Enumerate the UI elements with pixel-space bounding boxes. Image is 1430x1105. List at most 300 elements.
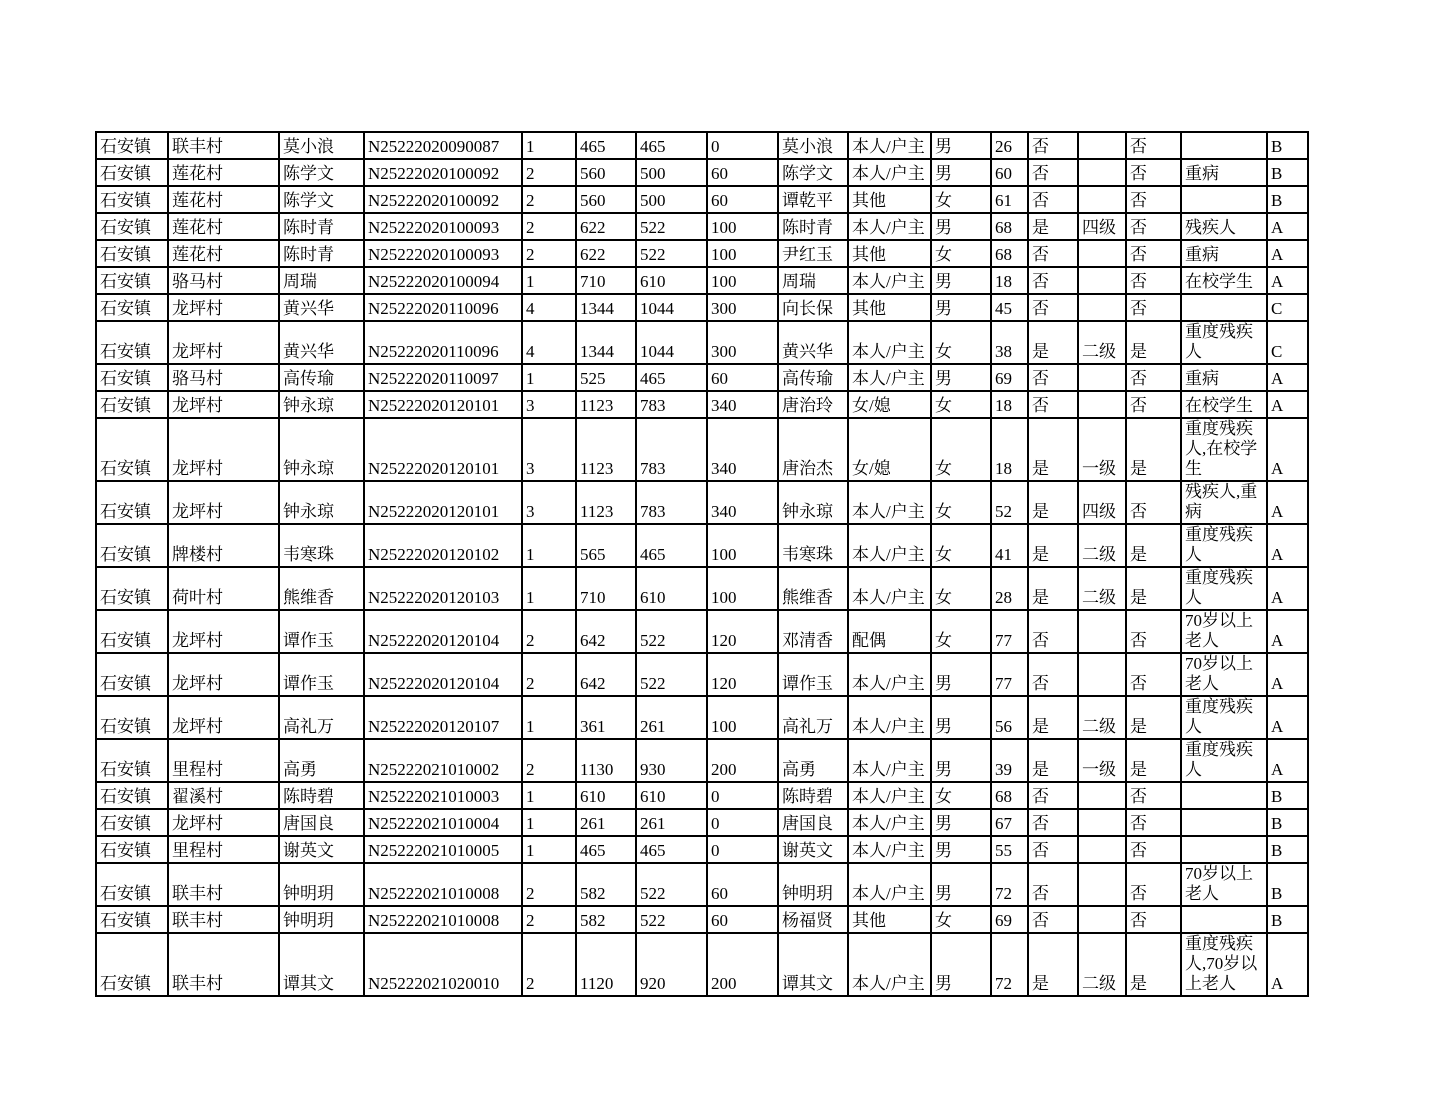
cell-notes: 残疾人,重病	[1181, 481, 1267, 524]
cell-severe-flag: 否	[1126, 294, 1181, 321]
cell-member-name: 高勇	[778, 739, 848, 782]
cell-amount-total: 1123	[576, 481, 636, 524]
cell-amount-extra: 0	[707, 836, 778, 863]
cell-amount-base: 783	[636, 418, 707, 481]
table-row	[96, 933, 1308, 996]
cell-record-id: N25222021010005	[364, 836, 522, 863]
cell-village: 莲花村	[168, 186, 279, 213]
cell-town: 石安镇	[96, 132, 168, 159]
cell-town: 石安镇	[96, 213, 168, 240]
table-row	[96, 418, 1308, 481]
cell-grade: C	[1267, 294, 1308, 321]
cell-grade: A	[1267, 933, 1308, 996]
cell-age: 69	[991, 364, 1028, 391]
cell-disability-level	[1078, 159, 1126, 186]
table-row	[96, 391, 1308, 418]
cell-relation: 本人/户主	[848, 159, 931, 186]
cell-household-head: 陈学文	[279, 186, 364, 213]
table-row	[96, 524, 1308, 567]
cell-grade: A	[1267, 524, 1308, 567]
cell-amount-extra: 120	[707, 653, 778, 696]
cell-age: 68	[991, 213, 1028, 240]
cell-grade: B	[1267, 906, 1308, 933]
cell-household-head: 钟明玥	[279, 863, 364, 906]
cell-disability-level: 四级	[1078, 481, 1126, 524]
table-row	[96, 696, 1308, 739]
cell-relation: 本人/户主	[848, 567, 931, 610]
cell-town: 石安镇	[96, 739, 168, 782]
cell-record-id: N25222020120107	[364, 696, 522, 739]
cell-amount-total: 1130	[576, 739, 636, 782]
cell-disabled-flag: 否	[1028, 610, 1078, 653]
cell-relation: 女/媳	[848, 418, 931, 481]
cell-village: 龙坪村	[168, 418, 279, 481]
cell-age: 68	[991, 782, 1028, 809]
cell-disability-level: 四级	[1078, 213, 1126, 240]
cell-notes: 残疾人	[1181, 213, 1267, 240]
table-row	[96, 610, 1308, 653]
cell-disability-level	[1078, 267, 1126, 294]
cell-household-head: 韦寒珠	[279, 524, 364, 567]
cell-amount-total: 1120	[576, 933, 636, 996]
cell-amount-extra: 60	[707, 159, 778, 186]
cell-disabled-flag: 是	[1028, 696, 1078, 739]
cell-relation: 其他	[848, 240, 931, 267]
cell-record-id: N25222020120101	[364, 481, 522, 524]
cell-town: 石安镇	[96, 933, 168, 996]
cell-amount-extra: 100	[707, 524, 778, 567]
cell-household-head: 陈時碧	[279, 782, 364, 809]
cell-village: 龙坪村	[168, 391, 279, 418]
cell-amount-base: 522	[636, 863, 707, 906]
cell-relation: 本人/户主	[848, 267, 931, 294]
cell-member-count: 2	[522, 933, 576, 996]
cell-member-name: 陈時碧	[778, 782, 848, 809]
cell-amount-extra: 100	[707, 213, 778, 240]
cell-disabled-flag: 否	[1028, 240, 1078, 267]
cell-member-name: 高礼万	[778, 696, 848, 739]
cell-amount-total: 525	[576, 364, 636, 391]
cell-notes	[1181, 809, 1267, 836]
cell-age: 28	[991, 567, 1028, 610]
cell-relation: 本人/户主	[848, 863, 931, 906]
cell-age: 60	[991, 159, 1028, 186]
cell-member-count: 2	[522, 240, 576, 267]
cell-gender: 女	[931, 610, 991, 653]
cell-amount-base: 610	[636, 567, 707, 610]
cell-town: 石安镇	[96, 809, 168, 836]
cell-grade: B	[1267, 782, 1308, 809]
cell-household-head: 熊维香	[279, 567, 364, 610]
cell-amount-extra: 0	[707, 782, 778, 809]
cell-severe-flag: 是	[1126, 739, 1181, 782]
cell-relation: 本人/户主	[848, 836, 931, 863]
cell-disability-level	[1078, 809, 1126, 836]
cell-notes: 重度残疾人	[1181, 739, 1267, 782]
cell-relation: 本人/户主	[848, 739, 931, 782]
cell-amount-base: 610	[636, 782, 707, 809]
cell-notes: 重病	[1181, 364, 1267, 391]
cell-severe-flag: 否	[1126, 863, 1181, 906]
cell-record-id: N25222020100094	[364, 267, 522, 294]
cell-household-head: 黄兴华	[279, 321, 364, 364]
cell-member-name: 杨福贤	[778, 906, 848, 933]
cell-gender: 男	[931, 364, 991, 391]
cell-relation: 本人/户主	[848, 524, 931, 567]
cell-member-name: 钟永琼	[778, 481, 848, 524]
cell-disabled-flag: 否	[1028, 836, 1078, 863]
cell-member-name: 陈时青	[778, 213, 848, 240]
table-row	[96, 739, 1308, 782]
cell-member-name: 钟明玥	[778, 863, 848, 906]
cell-severe-flag: 否	[1126, 364, 1181, 391]
cell-severe-flag: 否	[1126, 653, 1181, 696]
cell-relation: 女/媳	[848, 391, 931, 418]
cell-town: 石安镇	[96, 364, 168, 391]
cell-notes: 重度残疾人,在校学生	[1181, 418, 1267, 481]
cell-notes: 在校学生	[1181, 391, 1267, 418]
cell-gender: 男	[931, 653, 991, 696]
cell-town: 石安镇	[96, 524, 168, 567]
cell-notes: 70岁以上老人	[1181, 610, 1267, 653]
cell-member-count: 3	[522, 481, 576, 524]
cell-notes: 70岁以上老人	[1181, 863, 1267, 906]
cell-record-id: N25222020120104	[364, 610, 522, 653]
table-row	[96, 159, 1308, 186]
cell-member-name: 唐国良	[778, 809, 848, 836]
cell-age: 52	[991, 481, 1028, 524]
cell-age: 72	[991, 933, 1028, 996]
cell-disabled-flag: 否	[1028, 906, 1078, 933]
table-body	[96, 132, 1308, 996]
cell-village: 联丰村	[168, 906, 279, 933]
cell-gender: 男	[931, 159, 991, 186]
cell-household-head: 高礼万	[279, 696, 364, 739]
cell-relation: 本人/户主	[848, 653, 931, 696]
cell-member-name: 熊维香	[778, 567, 848, 610]
cell-gender: 男	[931, 836, 991, 863]
cell-town: 石安镇	[96, 836, 168, 863]
cell-gender: 男	[931, 294, 991, 321]
cell-household-head: 钟永琼	[279, 418, 364, 481]
cell-notes	[1181, 132, 1267, 159]
cell-disability-level: 二级	[1078, 696, 1126, 739]
cell-grade: B	[1267, 809, 1308, 836]
cell-household-head: 谭其文	[279, 933, 364, 996]
cell-amount-total: 582	[576, 906, 636, 933]
cell-disability-level	[1078, 610, 1126, 653]
cell-disabled-flag: 是	[1028, 933, 1078, 996]
cell-town: 石安镇	[96, 481, 168, 524]
cell-disability-level: 二级	[1078, 321, 1126, 364]
cell-amount-total: 610	[576, 782, 636, 809]
cell-member-count: 2	[522, 863, 576, 906]
cell-member-name: 谭作玉	[778, 653, 848, 696]
cell-amount-base: 500	[636, 159, 707, 186]
cell-age: 41	[991, 524, 1028, 567]
cell-member-name: 谢英文	[778, 836, 848, 863]
cell-town: 石安镇	[96, 240, 168, 267]
cell-town: 石安镇	[96, 418, 168, 481]
cell-severe-flag: 是	[1126, 321, 1181, 364]
cell-grade: A	[1267, 567, 1308, 610]
cell-village: 里程村	[168, 739, 279, 782]
cell-record-id: N25222020110096	[364, 321, 522, 364]
cell-amount-base: 465	[636, 836, 707, 863]
cell-member-name: 谭其文	[778, 933, 848, 996]
cell-disabled-flag: 是	[1028, 321, 1078, 364]
cell-town: 石安镇	[96, 391, 168, 418]
cell-member-count: 2	[522, 159, 576, 186]
cell-grade: A	[1267, 739, 1308, 782]
cell-grade: B	[1267, 186, 1308, 213]
cell-household-head: 高勇	[279, 739, 364, 782]
cell-town: 石安镇	[96, 653, 168, 696]
cell-village: 龙坪村	[168, 481, 279, 524]
cell-severe-flag: 是	[1126, 524, 1181, 567]
cell-disability-level	[1078, 186, 1126, 213]
table-row	[96, 836, 1308, 863]
table-row	[96, 653, 1308, 696]
cell-amount-extra: 0	[707, 132, 778, 159]
cell-amount-base: 465	[636, 364, 707, 391]
cell-village: 莲花村	[168, 240, 279, 267]
table-row	[96, 267, 1308, 294]
cell-amount-total: 565	[576, 524, 636, 567]
cell-record-id: N25222021010008	[364, 906, 522, 933]
cell-severe-flag: 否	[1126, 836, 1181, 863]
table-row	[96, 186, 1308, 213]
cell-village: 莲花村	[168, 213, 279, 240]
cell-amount-base: 1044	[636, 321, 707, 364]
cell-severe-flag: 是	[1126, 696, 1181, 739]
cell-record-id: N25222021010002	[364, 739, 522, 782]
cell-household-head: 莫小浪	[279, 132, 364, 159]
cell-severe-flag: 是	[1126, 567, 1181, 610]
cell-member-count: 1	[522, 567, 576, 610]
cell-notes: 重度残疾人	[1181, 524, 1267, 567]
cell-age: 18	[991, 391, 1028, 418]
cell-member-count: 1	[522, 782, 576, 809]
cell-member-count: 1	[522, 132, 576, 159]
cell-age: 69	[991, 906, 1028, 933]
cell-age: 77	[991, 653, 1028, 696]
cell-disability-level	[1078, 240, 1126, 267]
cell-disabled-flag: 否	[1028, 294, 1078, 321]
cell-age: 39	[991, 739, 1028, 782]
table-row	[96, 567, 1308, 610]
cell-notes: 重病	[1181, 159, 1267, 186]
cell-relation: 配偶	[848, 610, 931, 653]
cell-member-name: 黄兴华	[778, 321, 848, 364]
cell-grade: A	[1267, 213, 1308, 240]
cell-gender: 女	[931, 186, 991, 213]
cell-notes: 70岁以上老人	[1181, 653, 1267, 696]
cell-household-head: 谭作玉	[279, 653, 364, 696]
cell-disabled-flag: 否	[1028, 809, 1078, 836]
cell-amount-extra: 60	[707, 863, 778, 906]
cell-grade: B	[1267, 132, 1308, 159]
cell-disabled-flag: 否	[1028, 863, 1078, 906]
table-row	[96, 906, 1308, 933]
cell-relation: 本人/户主	[848, 481, 931, 524]
cell-amount-total: 582	[576, 863, 636, 906]
table-row	[96, 132, 1308, 159]
cell-grade: B	[1267, 863, 1308, 906]
cell-amount-total: 622	[576, 240, 636, 267]
cell-gender: 男	[931, 132, 991, 159]
cell-grade: A	[1267, 481, 1308, 524]
cell-disability-level	[1078, 863, 1126, 906]
cell-severe-flag: 否	[1126, 391, 1181, 418]
cell-grade: A	[1267, 364, 1308, 391]
cell-record-id: N25222020100093	[364, 240, 522, 267]
cell-gender: 男	[931, 267, 991, 294]
cell-village: 骆马村	[168, 267, 279, 294]
cell-grade: A	[1267, 610, 1308, 653]
cell-member-count: 1	[522, 267, 576, 294]
cell-age: 68	[991, 240, 1028, 267]
cell-disability-level: 二级	[1078, 933, 1126, 996]
cell-amount-total: 1123	[576, 391, 636, 418]
cell-amount-total: 361	[576, 696, 636, 739]
cell-household-head: 高传瑜	[279, 364, 364, 391]
cell-notes	[1181, 294, 1267, 321]
cell-disabled-flag: 否	[1028, 132, 1078, 159]
table-row	[96, 782, 1308, 809]
cell-disabled-flag: 是	[1028, 418, 1078, 481]
cell-member-count: 1	[522, 836, 576, 863]
cell-member-count: 3	[522, 391, 576, 418]
cell-relation: 本人/户主	[848, 364, 931, 391]
cell-amount-base: 783	[636, 391, 707, 418]
cell-town: 石安镇	[96, 267, 168, 294]
cell-amount-base: 465	[636, 132, 707, 159]
cell-member-name: 周瑞	[778, 267, 848, 294]
cell-notes: 重病	[1181, 240, 1267, 267]
cell-village: 翟溪村	[168, 782, 279, 809]
cell-village: 龙坪村	[168, 653, 279, 696]
cell-severe-flag: 否	[1126, 481, 1181, 524]
cell-severe-flag: 否	[1126, 240, 1181, 267]
cell-amount-base: 522	[636, 240, 707, 267]
cell-disabled-flag: 是	[1028, 524, 1078, 567]
cell-town: 石安镇	[96, 294, 168, 321]
cell-amount-base: 261	[636, 696, 707, 739]
cell-severe-flag: 否	[1126, 782, 1181, 809]
cell-disabled-flag: 是	[1028, 567, 1078, 610]
cell-member-name: 邓清香	[778, 610, 848, 653]
cell-village: 骆马村	[168, 364, 279, 391]
cell-disabled-flag: 是	[1028, 481, 1078, 524]
cell-disability-level	[1078, 364, 1126, 391]
cell-amount-base: 500	[636, 186, 707, 213]
cell-age: 77	[991, 610, 1028, 653]
cell-amount-total: 560	[576, 186, 636, 213]
cell-amount-total: 465	[576, 836, 636, 863]
cell-household-head: 钟永琼	[279, 481, 364, 524]
cell-severe-flag: 否	[1126, 132, 1181, 159]
cell-gender: 女	[931, 321, 991, 364]
cell-village: 牌楼村	[168, 524, 279, 567]
cell-amount-extra: 100	[707, 567, 778, 610]
cell-village: 荷叶村	[168, 567, 279, 610]
cell-disability-level: 二级	[1078, 524, 1126, 567]
cell-age: 38	[991, 321, 1028, 364]
cell-disabled-flag: 是	[1028, 213, 1078, 240]
cell-age: 18	[991, 418, 1028, 481]
cell-relation: 本人/户主	[848, 933, 931, 996]
cell-disability-level: 一级	[1078, 739, 1126, 782]
cell-severe-flag: 否	[1126, 213, 1181, 240]
cell-disability-level	[1078, 391, 1126, 418]
cell-amount-extra: 60	[707, 906, 778, 933]
cell-member-count: 2	[522, 186, 576, 213]
cell-amount-total: 560	[576, 159, 636, 186]
cell-disability-level	[1078, 906, 1126, 933]
cell-member-count: 2	[522, 653, 576, 696]
cell-household-head: 陈学文	[279, 159, 364, 186]
cell-amount-extra: 300	[707, 321, 778, 364]
cell-gender: 男	[931, 739, 991, 782]
cell-grade: A	[1267, 418, 1308, 481]
cell-age: 26	[991, 132, 1028, 159]
cell-disability-level	[1078, 294, 1126, 321]
cell-record-id: N25222020120104	[364, 653, 522, 696]
cell-amount-base: 930	[636, 739, 707, 782]
cell-amount-extra: 100	[707, 240, 778, 267]
cell-age: 61	[991, 186, 1028, 213]
cell-amount-extra: 200	[707, 739, 778, 782]
cell-age: 55	[991, 836, 1028, 863]
cell-amount-extra: 60	[707, 186, 778, 213]
cell-disability-level	[1078, 132, 1126, 159]
cell-disabled-flag: 否	[1028, 653, 1078, 696]
cell-age: 18	[991, 267, 1028, 294]
cell-record-id: N25222020120102	[364, 524, 522, 567]
cell-amount-total: 642	[576, 610, 636, 653]
cell-record-id: N25222020110096	[364, 294, 522, 321]
cell-gender: 女	[931, 240, 991, 267]
cell-age: 45	[991, 294, 1028, 321]
cell-household-head: 谭作玉	[279, 610, 364, 653]
cell-grade: B	[1267, 159, 1308, 186]
cell-grade: B	[1267, 836, 1308, 863]
cell-record-id: N25222021010004	[364, 809, 522, 836]
cell-grade: A	[1267, 267, 1308, 294]
cell-notes: 重度残疾人	[1181, 696, 1267, 739]
cell-amount-extra: 0	[707, 809, 778, 836]
cell-notes: 重度残疾人	[1181, 321, 1267, 364]
cell-disabled-flag: 否	[1028, 267, 1078, 294]
table-row	[96, 321, 1308, 364]
cell-age: 72	[991, 863, 1028, 906]
cell-household-head: 陈时青	[279, 213, 364, 240]
cell-notes	[1181, 836, 1267, 863]
cell-record-id: N25222020120101	[364, 391, 522, 418]
cell-severe-flag: 否	[1126, 906, 1181, 933]
cell-amount-extra: 200	[707, 933, 778, 996]
cell-relation: 本人/户主	[848, 321, 931, 364]
cell-amount-total: 1344	[576, 294, 636, 321]
cell-member-count: 2	[522, 610, 576, 653]
cell-member-name: 莫小浪	[778, 132, 848, 159]
cell-member-count: 2	[522, 213, 576, 240]
cell-relation: 其他	[848, 294, 931, 321]
cell-grade: A	[1267, 240, 1308, 267]
cell-member-name: 尹红玉	[778, 240, 848, 267]
cell-member-name: 唐治玲	[778, 391, 848, 418]
